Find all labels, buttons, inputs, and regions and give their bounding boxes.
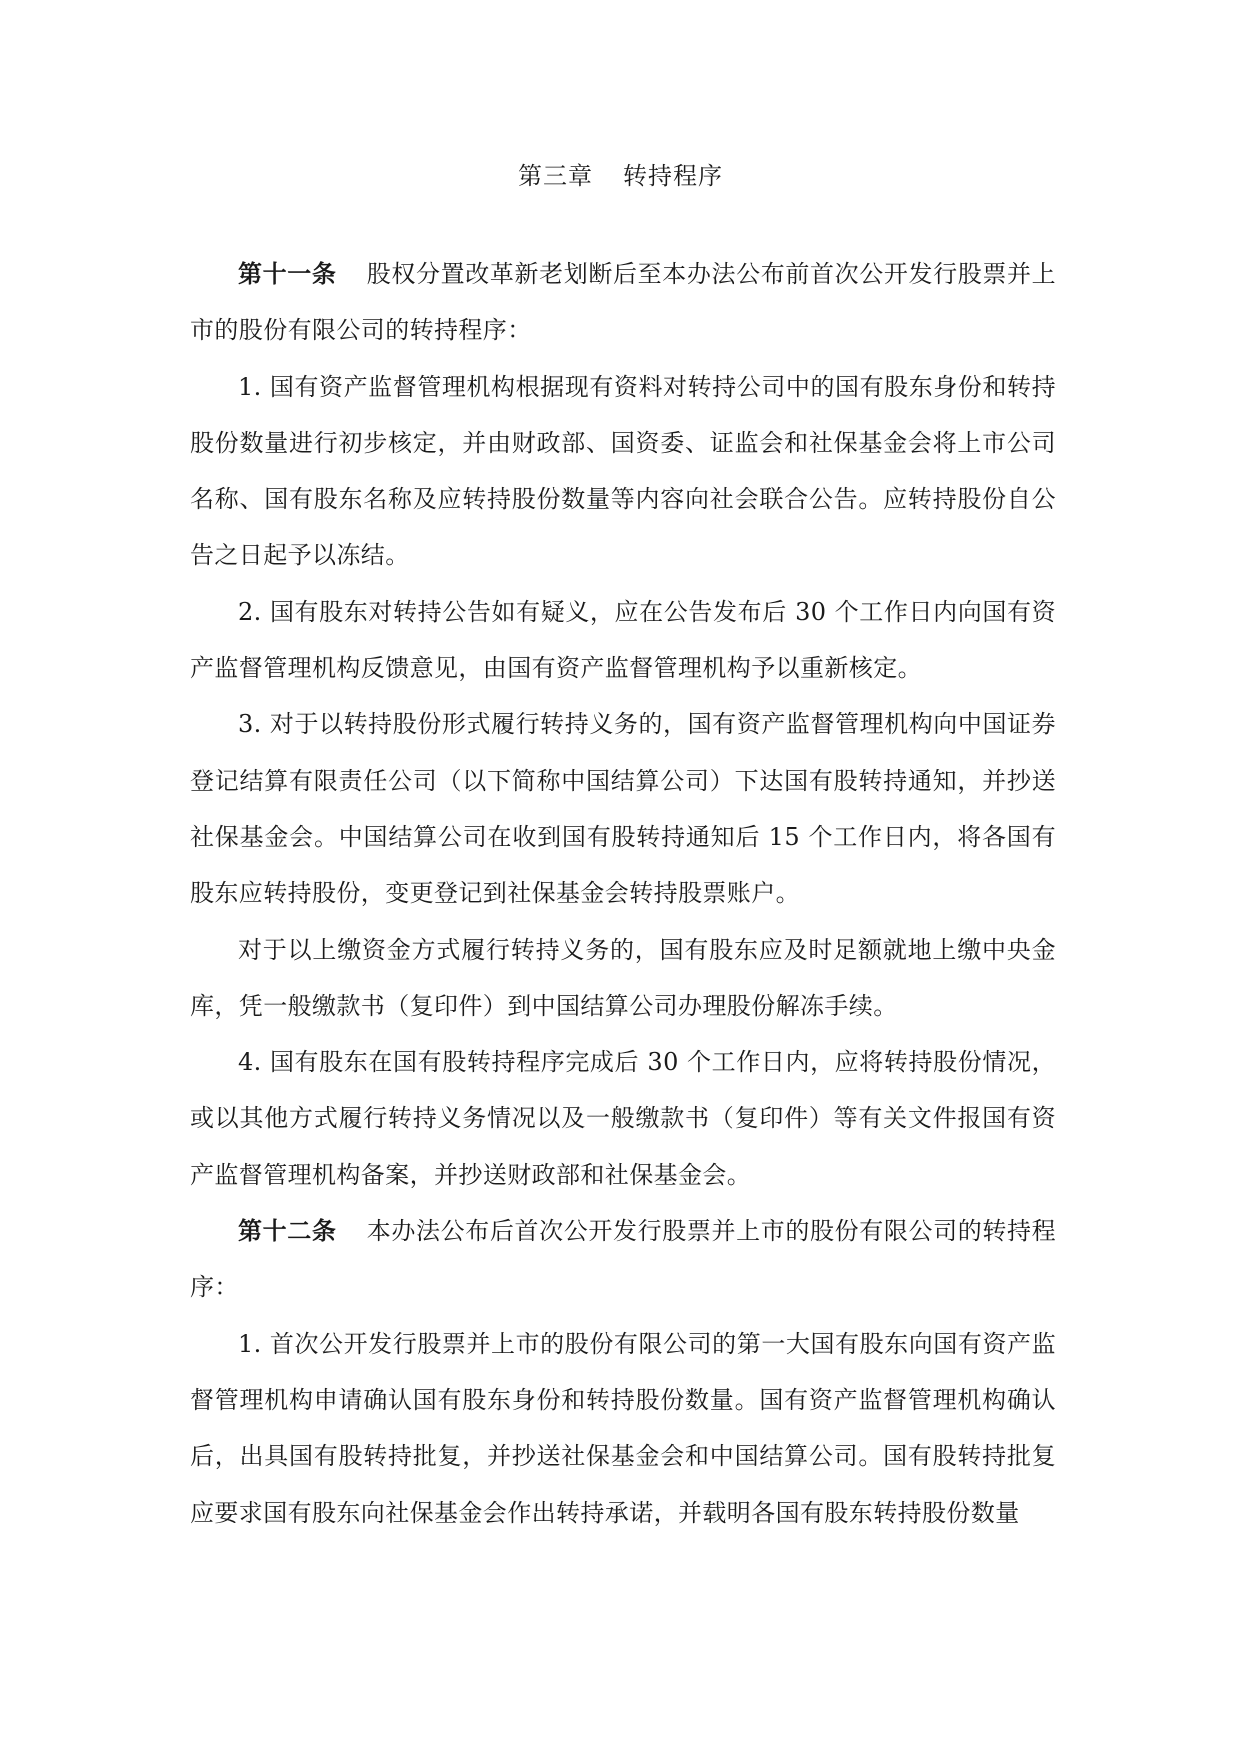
article-11-intro <box>190 246 1056 359</box>
article-12-number: 第十二条 <box>238 1216 337 1246</box>
article-11-intro-text: 股权分置改革新老划断后至本办法公布前首次公开发行股票并上市的股份有限公司的转持程序： <box>190 260 1056 345</box>
article-11-item-4: 4. 国有股东在国有股转持程序完成后 30 个工作日内，应将转持股份情况，或以其他方式履行转持义务情况以及一般缴款书（复印件）等有关文件报国有资产监督管理机构备案，并抄送财政部和社保基金会。 <box>190 1048 1056 1189</box>
article-11-item-3: 3. 对于以转持股份形式履行转持义务的，国有资产监督管理机构向中国证券登记结算有限责任公司（以下简称中国结算公司）下达国有股转持通知，并抄送社保基金会。中国结算公司在收到国有股转持通知后 15 个工作日内，将各国有股东应转持股份，变更登记到社保基金会转持股票账户。 <box>190 710 1056 908</box>
article-12-intro <box>190 1203 1056 1316</box>
chapter-title-text: 转持程序 <box>623 162 723 190</box>
chapter-number: 第三章 <box>518 162 593 190</box>
article-11-item-2: 2. 国有股东对转持公告如有疑义，应在公告发布后 30 个工作日内向国有资产监督管理机构反馈意见，由国有资产监督管理机构予以重新核定。 <box>190 597 1056 683</box>
article-11-number: 第十一条 <box>238 259 337 288</box>
article-12-intro-text: 本办法公布后首次公开发行股票并上市的股份有限公司的转持程序： <box>190 1217 1056 1302</box>
chapter-heading <box>0 156 1241 196</box>
article-11-item-3-supplement: 对于以上缴资金方式履行转持义务的，国有股东应及时足额就地上缴中央金库，凭一般缴款书（复印件）到中国结算公司办理股份解冻手续。 <box>190 935 1056 1020</box>
article-12-item-1: 1. 首次公开发行股票并上市的股份有限公司的第一大国有股东向国有资产监督管理机构申请确认国有股东身份和转持股份数量。国有资产监督管理机构确认后，出具国有股转持批复，并抄送社保基金会和中国结算公司。国有股转持批复应要求国有股东向社保基金会作出转持承诺，并载明各国有股东转持股份数量 <box>190 1329 1056 1527</box>
document-body <box>190 246 1056 1541</box>
article-11-item-1: 1. 国有资产监督管理机构根据现有资料对转持公司中的国有股东身份和转持股份数量进行初步核定，并由财政部、国资委、证监会和社保基金会将上市公司名称、国有股东名称及应转持股份数量等内容向社会联合公告。应转持股份自公告之日起予以冻结。 <box>190 372 1056 570</box>
